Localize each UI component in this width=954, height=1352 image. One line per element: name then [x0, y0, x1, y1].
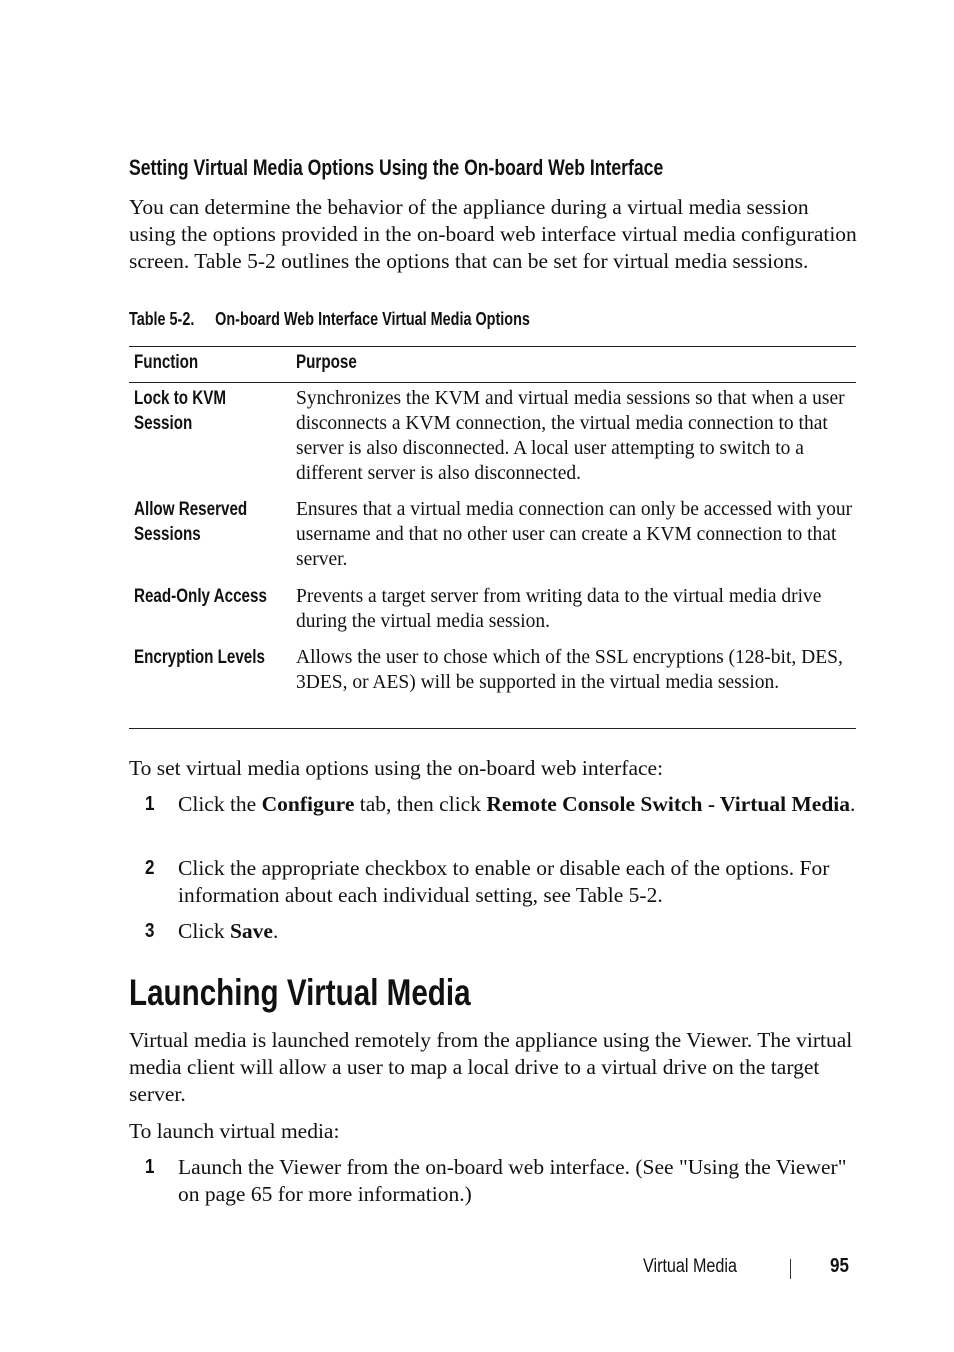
- function-line: Allow Reserved: [134, 499, 248, 520]
- footer-separator: [790, 1259, 791, 1279]
- step-number: 3: [145, 920, 155, 942]
- table-row-function: Encryption Levels: [134, 647, 265, 668]
- step-number: 2: [145, 857, 155, 879]
- section-heading: Setting Virtual Media Options Using the On-board Web Interface: [129, 155, 664, 180]
- footer-section-name: Virtual Media: [643, 1256, 737, 1277]
- ui-term-remote-console-switch: Remote Console Switch - Virtual Media: [486, 792, 851, 816]
- step-text: [178, 918, 858, 945]
- step-text-part: .: [850, 792, 856, 816]
- table-row-purpose: Synchronizes the KVM and virtual media sessions so that when a user disconnects a KVM connection, the virtual media connection to that server is also disconnected. A local user attempting to switch to a different server is also disconnected.: [296, 388, 845, 484]
- table-caption: [129, 309, 530, 330]
- table-caption-label: Table 5-2.: [129, 309, 195, 329]
- function-line: Lock to KVM: [134, 388, 227, 409]
- step-text-part: Click the: [178, 792, 262, 816]
- table-row-purpose: Allows the user to chose which of the SSL encryptions (128-bit, DES, 3DES, or AES) will be supported in the virtual media session.: [296, 647, 843, 693]
- table-header-function: Function: [134, 352, 199, 373]
- table-caption-title: On-board Web Interface Virtual Media Options: [215, 309, 530, 329]
- table-row-function: [134, 386, 226, 436]
- function-line: Session: [134, 413, 193, 434]
- table-row-purpose: Ensures that a virtual media connection can only be accessed with your username and that no other user can create a KVM connection to that server.: [296, 499, 853, 570]
- procedure-lead: To set virtual media options using the on-board web interface:: [129, 756, 664, 780]
- footer-page-number: 95: [830, 1255, 849, 1277]
- launching-intro: Virtual media is launched remotely from the appliance using the Viewer. The virtual media client will allow a user to map a local drive to a virtual drive on the target server.: [129, 1028, 853, 1106]
- table-row-function: Read-Only Access: [134, 586, 267, 607]
- step-number: 1: [145, 793, 155, 815]
- step-text-part: Click: [178, 919, 230, 943]
- table-bottom-rule: [129, 728, 856, 729]
- table-header-purpose: Purpose: [296, 352, 357, 373]
- table-row-function: [134, 497, 247, 547]
- table-top-rule: [129, 346, 856, 347]
- ui-term-configure: Configure: [261, 792, 355, 816]
- step-text-part: .: [272, 919, 279, 943]
- chapter-heading: Launching Virtual Media: [129, 972, 471, 1013]
- table-header-rule: [129, 382, 856, 383]
- step-text: Click the appropriate checkbox to enable or disable each of the options. For information about each individual setting, see Table 5-2.: [178, 856, 830, 907]
- table-row-purpose: Prevents a target server from writing data to the virtual media drive during the virtual media session.: [296, 586, 822, 632]
- step-text: [178, 791, 858, 818]
- launching-lead: To launch virtual media:: [129, 1119, 340, 1143]
- step-text-part: tab, then click: [354, 792, 487, 816]
- function-line: Sessions: [134, 524, 201, 545]
- section-intro: You can determine the behavior of the appliance during a virtual media session using the options provided in the on-board web interface virtual media configuration screen. Table 5-2 outlines the options that can be set for virtual media sessions.: [129, 195, 857, 273]
- step-number: 1: [145, 1156, 155, 1178]
- ui-term-save: Save: [229, 919, 273, 943]
- step-text: Launch the Viewer from the on-board web interface. (See "Using the Viewer" on page 65 for more information.): [178, 1155, 847, 1206]
